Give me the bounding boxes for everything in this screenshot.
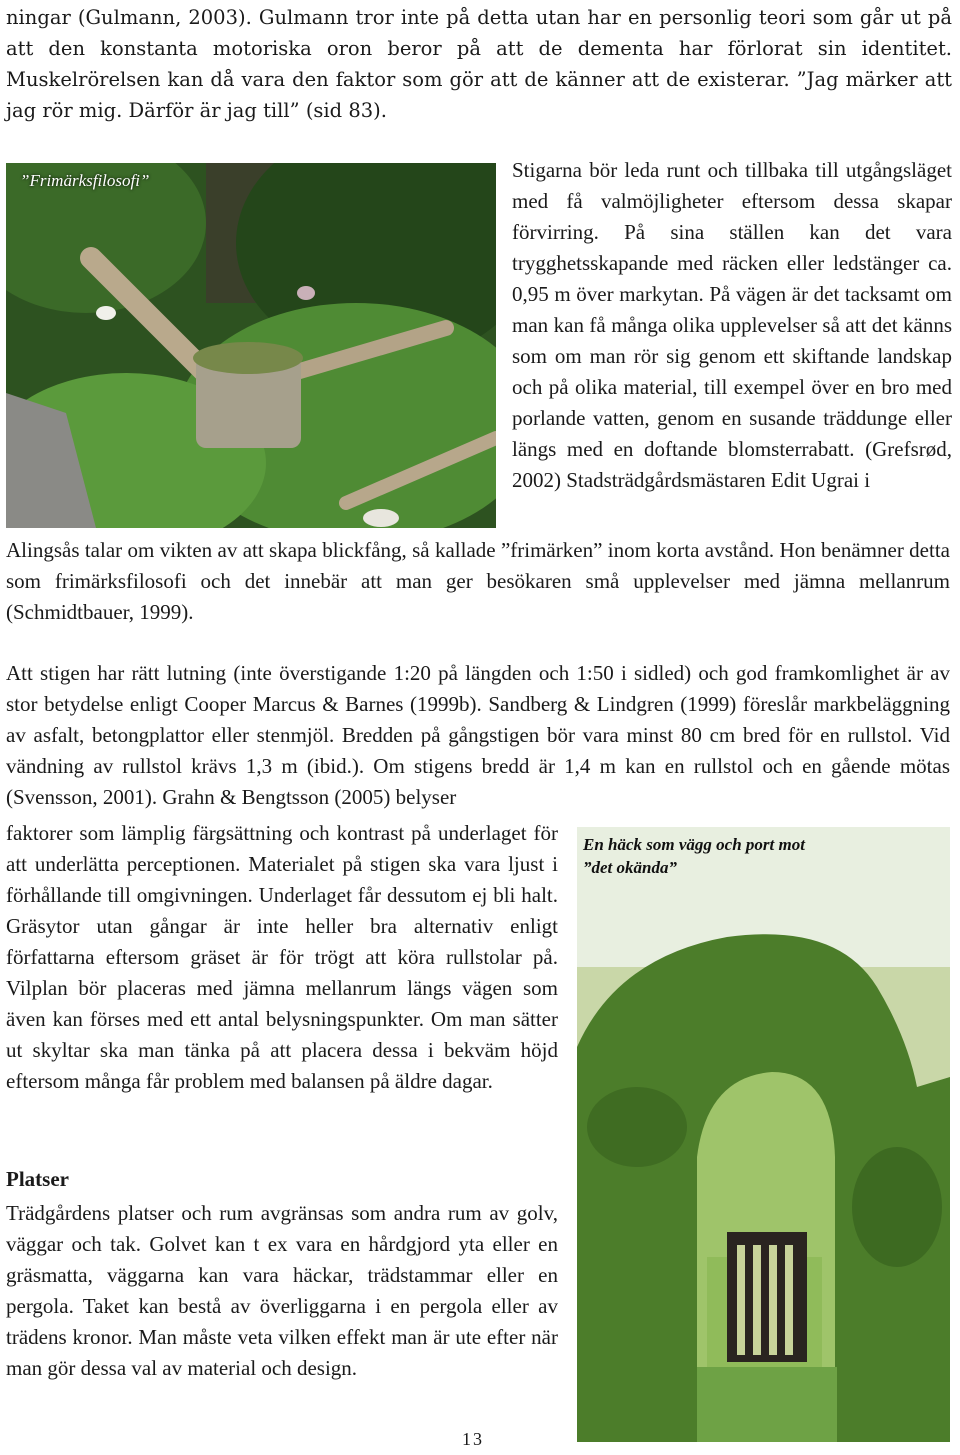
right-column-paragraph: Stigarna bör leda runt och tillbaka till utgångsläget med få valmöjligheter eftersom dessa skapar förvirring. På sina ställen kan det vara trygghetsskapande med räcken eller ledstänger ca. 0,95 m över markytan. På vägen är det tacksamt om man kan få många olika upplevelser så att det känns som om man rör sig genom ett skiftande landskap och på olika material, till exempel över en bro med porlande vatten, genom en susande träddunge eller längs med en doftande blomsterrabatt. (Grefsrød, 2002) Stadsträdgårdsmästaren Edit Ugrai i	[512, 158, 952, 492]
path-paragraph: Att stigen har rätt lutning (inte överstigande 1:20 på längden och 1:50 i sidled) och god framkomlighet är av stor betydelse enligt Cooper Marcus & Barnes (1999b). Sandberg & Lindgren (1999) föreslår markbeläggning av asfalt, betongplattor eller stenmjöl. Bredden på gångstigen bör vara minst 80 cm bred för en rullstol. Vid vändning av rullstol krävs 1,3 m (ibid.). Om stigens bredd är 1,4 m kan en rullstol och en gående mötas (Svensson, 2001). Grahn & Bengtsson (2005) belyser	[6, 661, 950, 809]
intro-paragraph: ningar (Gulmann, 2003). Gulmann tror inte på detta utan har en personlig teori som går ut på att den konstanta motoriska oron beror på att de dementa har förlorat sin identitet. Muskelrörelsen kan då vara den faktor som gör att de känner att de existerar. ”Jag märker att jag rör mig. Därför är jag till” (sid 83).	[6, 6, 952, 122]
section-paragraph: Trädgårdens platser och rum avgränsas som andra rum av golv, väggar och tak. Golvet kan t ex vara en hårdgjord yta eller en gräsmatta, väggarna kan vara häckar, trädstammar eller en pergola. Taket kan bestå av överliggarna i en pergola eller av trädens kronor. Man måste veta vilken effekt man är ute efter när man gör dessa val av material och design.	[6, 1201, 558, 1380]
photo-caption: ”Frimärksfilosofi”	[20, 171, 150, 190]
page-number: 13	[462, 1429, 484, 1449]
garden-photo-frimarksfilosofi	[6, 163, 496, 528]
continuation-paragraph: Alingsås talar om vikten av att skapa blickfång, så kallade ”frimärken” inom korta avstånd. Hon benämner detta som frimärksfilosofi och det innebär att man ger besökaren små upplevelser med jämna mellanrum (Schmidtbauer, 1999).	[6, 538, 950, 624]
path-paragraph-continued: faktorer som lämplig färgsättning och kontrast på underlaget för att underlätta perceptionen. Materialet på stigen ska vara ljust i förhållande till omgivningen. Underlaget får dessutom ej bli halt. Gräsytor utan gångar är inte heller bra alternativ enligt författarna eftersom gräset är för trögt att köra rullstolar på. Vilplan bör placeras med jämna mellanrum längs vägen som även kan förses med ett antal belysningspunkter. Om man sätter ut skyltar ska man tänka på att placera dessa i bekväm höjd eftersom många får problem med balansen på äldre dagar.	[6, 821, 558, 1093]
hedge-arch-photo	[577, 827, 950, 1442]
hedge-illustration	[577, 827, 950, 1442]
section-heading: Platser	[6, 1167, 69, 1191]
garden-illustration	[6, 163, 496, 528]
photo-caption: En häck som vägg och port mot ”det okända”	[583, 835, 805, 877]
